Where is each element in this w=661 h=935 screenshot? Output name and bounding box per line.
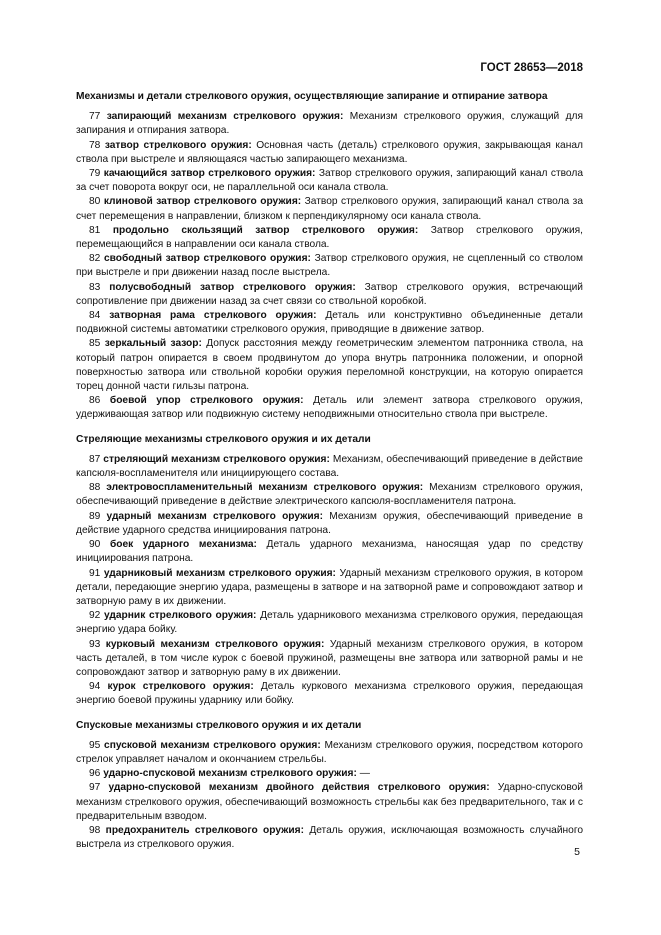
entry-definition: Допуск расстояния между геометрическим элементом патронника ствола, на который патрон опирается в своем продвинутом до упора внутрь патронника положении, и опорной поверхностью затвора или ствольной коробки оружия переломной конструкции, на которую опирается торец донной части гильзы патрона. [76, 338, 583, 393]
entry-definition: Основная часть (деталь) стрелкового оружия, закрывающая канал ствола при выстреле и являющаяся частью запирающего механизма. [76, 139, 583, 165]
entry-number: 82 [89, 253, 101, 265]
entry-number: 83 [89, 281, 101, 293]
entry-definition: Затвор стрелкового оружия, перемещающийся в направлении оси канала ствола. [76, 224, 583, 251]
entry-number: 94 [89, 681, 101, 693]
entry-definition: Ударный механизм стрелкового оружия, в котором детали, передающие энергию удара, размещены в затворе и на затворной раме и сопровождают затвор и затворную раму в их движении. [76, 567, 583, 607]
entry-number: 80 [89, 196, 101, 208]
section-title: Механизмы и детали стрелкового оружия, осуществляющие запирание и отпирание затвора [76, 91, 548, 102]
term-entry [76, 394, 583, 422]
entry-definition: — [359, 768, 370, 780]
document-body [76, 90, 583, 852]
entry-number: 90 [89, 539, 101, 551]
entry-number: 89 [89, 510, 101, 522]
entry-term: боевой упор стрелкового оружия: [109, 395, 304, 407]
term-entry [76, 538, 583, 566]
entry-number: 84 [89, 310, 101, 322]
entry-term: качающийся затвор стрелкового оружия: [103, 168, 316, 180]
entry-term: зеркальный зазор: [104, 338, 202, 350]
entry-number: 98 [89, 824, 101, 836]
entry-term: ударник стрелкового оружия: [104, 610, 257, 622]
entry-number: 86 [89, 395, 101, 407]
entry-definition: Деталь ударного механизма, наносящая удар по средству инициирования патрона. [76, 539, 583, 565]
entry-number: 96 [89, 768, 101, 780]
entry-definition: Деталь оружия, исключающая возможность случайного выстрела из стрелкового оружия. [76, 824, 583, 851]
entry-term: ударно-спусковой механизм стрелкового оружия: [103, 768, 357, 780]
entry-number: 81 [89, 224, 101, 236]
entry-number: 77 [89, 111, 101, 123]
section-title: Спусковые механизмы стрелкового оружия и их детали [76, 719, 362, 731]
term-entry [76, 824, 583, 852]
section [76, 433, 583, 709]
entry-number: 85 [89, 338, 101, 350]
entry-definition: Механизм стрелкового оружия, посредством которого стрелок управляет началом и окончанием стрельбы. [76, 739, 583, 765]
term-entry [76, 195, 583, 223]
entry-definition: Механизм стрелкового оружия, служащий для запирания и отпирания затвора. [76, 111, 583, 137]
entry-term: ударный механизм стрелкового оружия: [106, 510, 324, 522]
entry-number: 93 [89, 638, 101, 650]
term-entry [76, 609, 583, 637]
section-title: Стреляющие механизмы стрелкового оружия и их детали [76, 433, 371, 445]
entry-definition: Ударно-спусковой механизм стрелкового оружия, обеспечивающий возможность стрельбы как без предварительного, так и с предварительным взводом. [76, 782, 583, 822]
entry-number: 88 [89, 482, 101, 494]
entry-number: 92 [89, 610, 101, 622]
entry-number: 97 [89, 782, 101, 794]
entry-number: 91 [89, 567, 101, 579]
entry-term: полусвободный затвор стрелкового оружия: [109, 281, 356, 293]
entry-term: ударно-спусковой механизм двойного действия стрелкового оружия: [108, 782, 490, 794]
entry-number: 79 [89, 168, 101, 180]
entry-definition: Механизм, обеспечивающий приведение в действие капсюля-воспламенителя или инициирующего состава. [76, 453, 583, 480]
entry-term: запирающий механизм стрелкового оружия: [106, 111, 344, 123]
entry-definition: Механизм оружия, обеспечивающий приведение в действие ударного средства инициирования патрона. [76, 510, 583, 536]
entry-definition: Деталь или элемент затвора стрелкового оружия, удерживающая затвор или подвижную систему неподвижными относительно ствола при выстреле. [76, 395, 583, 421]
term-entry [76, 567, 583, 610]
entry-definition: Деталь ударникового механизма стрелкового оружия, передающая энергию удара бойку. [76, 610, 583, 636]
entry-term: ударниковый механизм стрелкового оружия: [103, 567, 336, 579]
entry-definition: Механизм стрелкового оружия, обеспечивающий приведение в действие электрического капсюля-воспламенителя патрона. [76, 482, 583, 508]
term-entry [76, 510, 583, 538]
entry-term: затвор стрелкового оружия: [104, 139, 252, 151]
term-entry [76, 481, 583, 509]
entry-term: предохранитель стрелкового оружия: [105, 824, 304, 836]
term-entry [76, 224, 583, 252]
entry-term: курковый механизм стрелкового оружия: [105, 638, 325, 650]
entry-term: стреляющий механизм стрелкового оружия: [103, 453, 330, 465]
term-entry [76, 309, 583, 337]
section [76, 719, 583, 853]
document-id: ГОСТ 28653—2018 [480, 62, 583, 74]
entry-number: 87 [89, 453, 101, 465]
entry-term: продольно скользящий затвор стрелкового оружия: [112, 224, 419, 236]
term-entry [76, 453, 583, 481]
entry-term: затворная рама стрелкового оружия: [109, 310, 317, 322]
page-number: 5 [574, 846, 580, 858]
entry-term: электровоспламенительный механизм стрелкового оружия: [106, 482, 424, 494]
term-entry [76, 167, 583, 195]
entry-definition: Затвор стрелкового оружия, встречающий сопротивление при движении назад за счет связи со ствольной коробкой. [76, 281, 583, 307]
section [76, 90, 583, 423]
entry-number: 95 [89, 739, 101, 751]
term-entry [76, 739, 583, 767]
entry-term: спусковой механизм стрелкового оружия: [104, 739, 321, 751]
term-entry [76, 281, 583, 309]
entry-term: свободный затвор стрелкового оружия: [104, 253, 311, 265]
term-entry [76, 680, 583, 708]
entry-term: боек ударного механизма: [109, 539, 257, 551]
term-entry [76, 139, 583, 167]
term-entry [76, 638, 583, 681]
term-entry [76, 767, 583, 781]
term-entry [76, 781, 583, 824]
entry-definition: Ударный механизм стрелкового оружия, в котором часть деталей, в том числе курок с боевой пружиной, размещены вне затвора или затворной рамы и не сопровождают затвор и затворную раму в их движении. [76, 638, 583, 678]
entry-term: курок стрелкового оружия: [107, 681, 254, 693]
entry-term: клиновой затвор стрелкового оружия: [103, 196, 302, 208]
entry-definition: Затвор стрелкового оружия, запирающий канал ствола за счет перемещения в направлении, близком к перпендикулярному оси канала ствола. [76, 196, 583, 222]
entry-definition: Затвор стрелкового оружия, запирающий канал ствола за счет поворота вокруг оси, не параллельной оси канала ствола. [76, 168, 583, 194]
entry-definition: Деталь или конструктивно объединенные детали подвижной системы автоматики стрелкового оружия, приводящие в движение затвор. [76, 310, 583, 336]
term-entry [76, 252, 583, 280]
entry-number: 78 [89, 139, 101, 151]
entry-definition: Деталь куркового механизма стрелкового оружия, передающая энергию боевой пружины ударнику или бойку. [76, 681, 583, 707]
term-entry [76, 110, 583, 138]
term-entry [76, 337, 583, 394]
entry-definition: Затвор стрелкового оружия, не сцепленный со стволом при выстреле и при движении назад после выстрела. [76, 253, 583, 279]
